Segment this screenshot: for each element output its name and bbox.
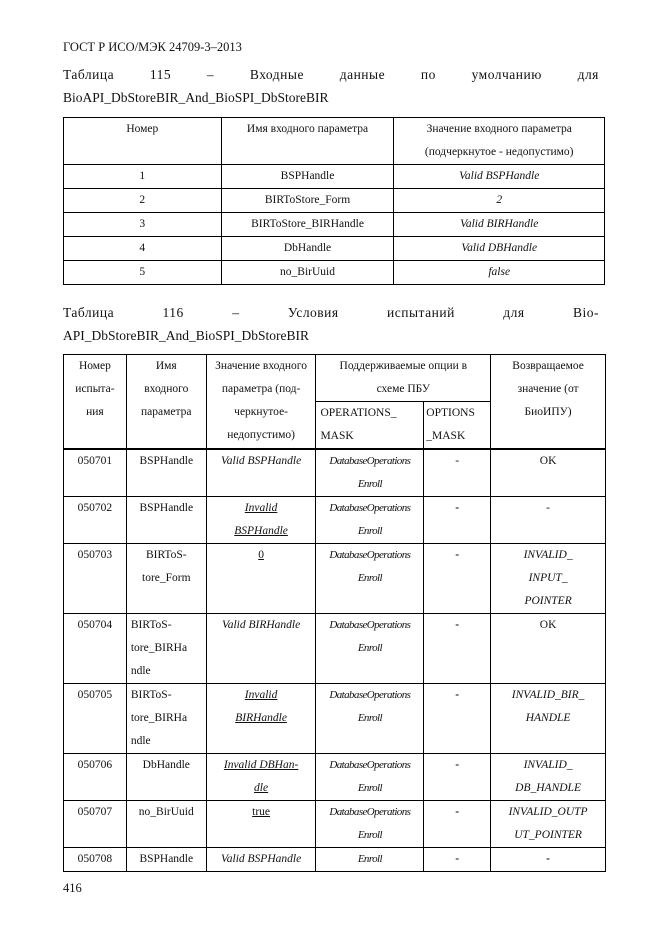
header-line: MASK	[320, 430, 354, 442]
col-header-param-value: Значение входного параметра (подчеркнутое - недопустимо)	[394, 118, 605, 165]
cell-operations-mask	[316, 754, 424, 801]
cell-return-value	[491, 544, 606, 614]
cell-line: Valid BSPHandle	[221, 853, 302, 865]
col-header-param-value	[206, 355, 316, 450]
cell-param-name	[126, 497, 206, 544]
cell-number: 2	[64, 189, 222, 213]
header-line: OPERATIONS_	[320, 407, 397, 419]
caption-word: 116	[162, 305, 184, 320]
table-115	[63, 117, 605, 285]
cell-test-number: 050703	[64, 544, 127, 614]
table-row	[64, 544, 606, 614]
cell-param-value	[206, 544, 316, 614]
cell-line: INVALID_BIR_	[511, 689, 585, 701]
col-header-options-mask	[424, 402, 491, 450]
cell-param-name: BIRToStore_BIRHandle	[221, 213, 394, 237]
cell-line: INVALID_	[523, 759, 573, 771]
col-header-supported-options	[316, 355, 491, 402]
table-row	[64, 754, 606, 801]
header-line: _MASK	[426, 430, 466, 442]
cell-line: BIRToS-	[130, 689, 172, 701]
cell-line: BIRToS-	[130, 619, 172, 631]
cell-return-value	[491, 801, 606, 848]
cell-number: 1	[64, 165, 222, 189]
cell-line: Enroll	[357, 572, 382, 584]
cell-options-mask: -	[424, 754, 491, 801]
cell-operations-mask	[316, 801, 424, 848]
cell-line: Valid BIRHandle	[221, 619, 301, 631]
col-header-param-name: Имя входного параметра	[221, 118, 394, 165]
col-header-param-name	[126, 355, 206, 450]
table-row	[64, 237, 605, 261]
caption-word: Bio-	[572, 305, 599, 320]
caption-word: испытаний	[387, 305, 455, 320]
header-line: Номер	[78, 360, 111, 372]
cell-return-value	[491, 614, 606, 684]
header-line: Поддерживаемые опции в	[339, 360, 468, 372]
cell-line: Enroll	[357, 782, 382, 794]
cell-param-name: BIRToStore_Form	[221, 189, 394, 213]
cell-param-name	[126, 848, 206, 872]
cell-operations-mask	[316, 497, 424, 544]
caption-word: –	[232, 305, 240, 320]
cell-operations-mask	[316, 684, 424, 754]
cell-line: INVALID_	[523, 549, 573, 561]
cell-param-name	[126, 449, 206, 497]
cell-line: true	[252, 806, 271, 818]
table-row	[64, 189, 605, 213]
cell-param-value	[206, 449, 316, 497]
cell-line: BSPHandle	[139, 455, 194, 467]
cell-line: ndle	[130, 735, 151, 747]
cell-param-name: no_BirUuid	[221, 261, 394, 285]
caption-word: данные	[339, 67, 386, 82]
caption-line2: API_DbStoreBIR_And_BioSPI_DbStoreBIR	[63, 328, 310, 343]
cell-param-name	[126, 544, 206, 614]
header-line: Имя	[155, 360, 177, 372]
document-header: ГОСТ Р ИСО/МЭК 24709-3–2013	[63, 40, 242, 54]
cell-test-number: 050706	[64, 754, 127, 801]
caption-word: для	[577, 67, 599, 82]
col-header-number: Номер	[64, 118, 222, 165]
cell-line: BSPHandle	[139, 853, 194, 865]
cell-line: DatabaseOperations	[329, 549, 411, 561]
caption-word: –	[206, 67, 215, 82]
cell-operations-mask	[316, 614, 424, 684]
cell-operations-mask	[316, 848, 424, 872]
header-line: БиоИПУ)	[524, 406, 572, 418]
cell-options-mask: -	[424, 449, 491, 497]
cell-operations-mask	[316, 449, 424, 497]
table-row	[64, 848, 606, 872]
cell-return-value	[491, 449, 606, 497]
cell-param-name: DbHandle	[221, 237, 394, 261]
cell-line: DatabaseOperations	[329, 759, 411, 771]
cell-param-value: Valid BIRHandle	[394, 213, 605, 237]
cell-line: DbHandle	[142, 759, 190, 771]
cell-test-number: 050707	[64, 801, 127, 848]
cell-line: INVALID_OUTP	[508, 806, 588, 818]
cell-param-name	[126, 801, 206, 848]
table-row	[64, 684, 606, 754]
cell-line: POINTER	[524, 595, 572, 607]
header-line: OPTIONS	[426, 407, 475, 419]
caption-word: 115	[149, 67, 172, 82]
header-line: Возвращаемое	[512, 360, 584, 372]
header-line: недопустимо)	[227, 429, 295, 441]
cell-line: ndle	[130, 665, 151, 677]
cell-param-value: Valid DBHandle	[394, 237, 605, 261]
table-116-caption	[63, 304, 599, 344]
caption-word: по	[420, 67, 436, 82]
cell-param-name: BSPHandle	[221, 165, 394, 189]
cell-line: DatabaseOperations	[329, 689, 411, 701]
cell-param-value: 2	[394, 189, 605, 213]
cell-line: OK	[539, 619, 557, 631]
page-number: 416	[63, 881, 82, 895]
cell-test-number: 050705	[64, 684, 127, 754]
cell-param-name	[126, 614, 206, 684]
cell-line: Enroll	[357, 642, 382, 654]
caption-line2: BioAPI_DbStoreBIR_And_BioSPI_DbStoreBIR	[63, 90, 329, 105]
header-line: испыта-	[75, 383, 115, 395]
cell-options-mask: -	[424, 614, 491, 684]
cell-return-value	[491, 684, 606, 754]
cell-param-value: false	[394, 261, 605, 285]
col-header-test-number	[64, 355, 127, 450]
cell-param-value	[206, 754, 316, 801]
cell-param-value	[206, 614, 316, 684]
table-row	[64, 614, 606, 684]
caption-word: умолчанию	[471, 67, 542, 82]
cell-line: 0	[258, 549, 264, 561]
caption-word: Таблица	[63, 67, 115, 82]
cell-line: Invalid DBHan-	[223, 759, 299, 771]
table-row	[64, 165, 605, 189]
cell-line: tore_BIRHa	[130, 642, 188, 654]
cell-line: no_BirUuid	[138, 806, 194, 818]
cell-param-value: Valid BSPHandle	[394, 165, 605, 189]
caption-word: Таблица	[63, 305, 115, 320]
cell-operations-mask	[316, 544, 424, 614]
cell-line: Enroll	[357, 712, 382, 724]
cell-line: BSPHandle	[234, 525, 288, 537]
caption-word: для	[503, 305, 525, 320]
header-line: параметра	[141, 406, 192, 418]
cell-line: Enroll	[357, 829, 382, 841]
cell-return-value	[491, 754, 606, 801]
cell-param-name	[126, 754, 206, 801]
col-header-operations-mask	[316, 402, 424, 450]
cell-line: -	[546, 502, 550, 514]
cell-param-value	[206, 497, 316, 544]
cell-line: tore_BIRHa	[130, 712, 188, 724]
cell-line: Enroll	[357, 525, 382, 537]
cell-number: 5	[64, 261, 222, 285]
cell-line: DatabaseOperations	[329, 455, 411, 467]
header-line: Значение входного	[215, 360, 307, 372]
header-line: входного	[144, 383, 189, 395]
cell-line: BIRHandle	[235, 712, 287, 724]
cell-options-mask: -	[424, 497, 491, 544]
cell-param-value	[206, 684, 316, 754]
cell-line: -	[546, 853, 550, 865]
caption-word: Условия	[287, 305, 339, 320]
cell-line: tore_Form	[142, 572, 191, 584]
cell-param-value	[206, 801, 316, 848]
cell-line: DatabaseOperations	[329, 502, 411, 514]
cell-param-name	[126, 684, 206, 754]
cell-line: Invalid	[244, 502, 278, 514]
cell-number: 3	[64, 213, 222, 237]
table-116	[63, 354, 606, 872]
header-line: черкнутое-	[234, 406, 288, 418]
cell-line: HANDLE	[525, 712, 571, 724]
cell-line: DatabaseOperations	[329, 806, 411, 818]
cell-line: Enroll	[357, 478, 382, 490]
table-row	[64, 497, 606, 544]
cell-test-number: 050701	[64, 449, 127, 497]
cell-line: DatabaseOperations	[329, 619, 411, 631]
cell-line: UT_POINTER	[514, 829, 582, 841]
cell-test-number: 050708	[64, 848, 127, 872]
cell-options-mask: -	[424, 801, 491, 848]
cell-line: dle	[254, 782, 269, 794]
cell-test-number: 050702	[64, 497, 127, 544]
cell-options-mask: -	[424, 544, 491, 614]
table-row	[64, 213, 605, 237]
cell-line: INPUT_	[528, 572, 568, 584]
header-line: параметра (под-	[221, 383, 301, 395]
cell-line: DB_HANDLE	[515, 782, 581, 794]
header-line: схеме ПБУ	[376, 383, 431, 395]
col-header-return-value	[491, 355, 606, 450]
header-line: значение (от	[517, 383, 579, 395]
table-row	[64, 449, 606, 497]
table-row	[64, 261, 605, 285]
cell-line: Valid BSPHandle	[221, 455, 302, 467]
cell-test-number: 050704	[64, 614, 127, 684]
cell-line: OK	[539, 455, 557, 467]
cell-line: BIRToS-	[145, 549, 187, 561]
table-115-caption	[63, 66, 599, 106]
cell-param-value	[206, 848, 316, 872]
caption-word: Входные	[249, 67, 304, 82]
cell-line: Enroll	[357, 853, 382, 865]
cell-line: BSPHandle	[139, 502, 194, 514]
table-row	[64, 801, 606, 848]
cell-return-value	[491, 497, 606, 544]
cell-options-mask: -	[424, 848, 491, 872]
cell-return-value	[491, 848, 606, 872]
cell-line: Invalid	[244, 689, 278, 701]
cell-number: 4	[64, 237, 222, 261]
cell-options-mask: -	[424, 684, 491, 754]
header-line: ния	[86, 406, 104, 418]
